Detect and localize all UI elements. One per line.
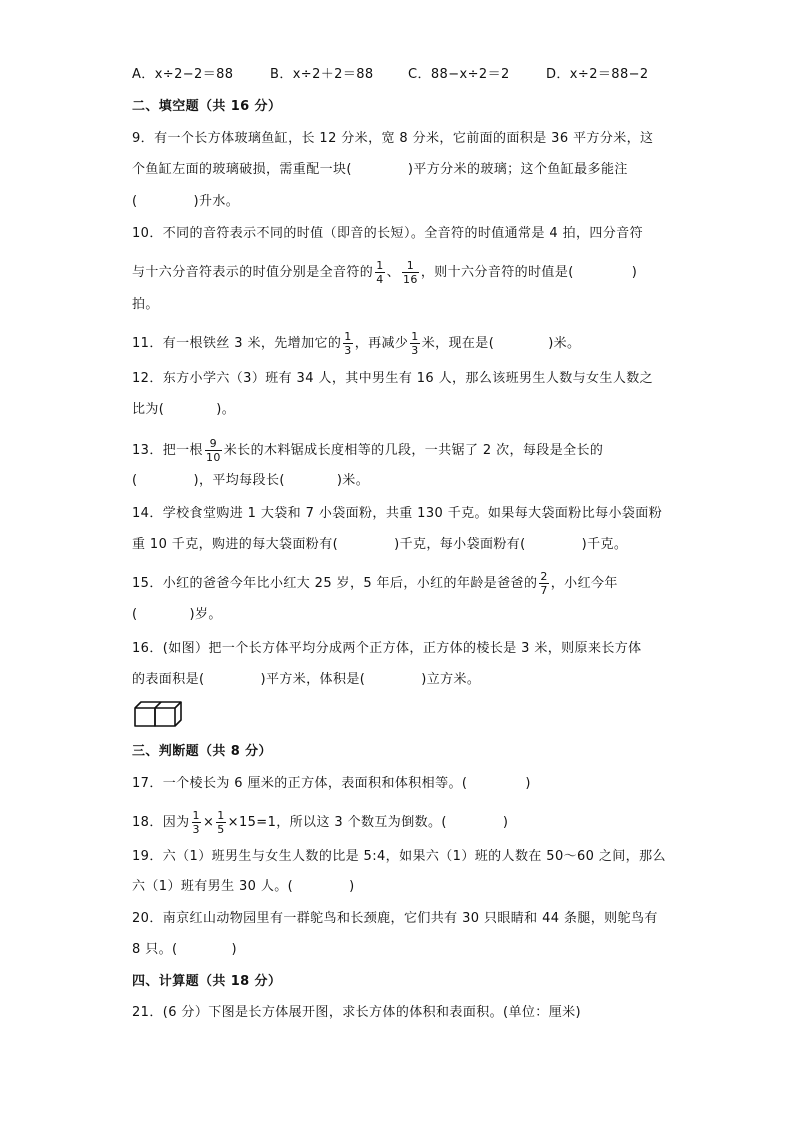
numerator: 1 [376,259,384,272]
section-4-title: 四、计算题（共 18 分） [132,974,282,989]
q20-text: 8 只。( [132,942,178,957]
q17-line [132,775,672,793]
q15-text: )岁。 [189,607,222,622]
q11-text: 米，现在是( [421,336,495,351]
option-c: C．88−x÷2＝2 [408,67,510,82]
section-3-title: 三、判断题（共 8 分） [132,744,272,759]
denominator: 3 [344,344,352,357]
section-2-title: 二、填空题（共 16 分） [132,99,282,114]
numerator: 1 [192,809,200,822]
fraction [216,809,225,836]
q18-text: ) [502,815,509,830]
q13-text: 米长的木料锯成长度相等的几段，一共锯了 2 次，每段是全长的 [223,443,604,458]
q10-text: 与十六分音符表示的时值分别是全音符的 [132,265,374,280]
numerator: 1 [411,330,419,343]
fraction [192,809,201,836]
q21-line: 21．(6 分）下图是长方体展开图，求长方体的体积和表面积。(单位：厘米) [132,1005,581,1020]
denominator: 16 [403,273,418,286]
q16-line2 [132,671,672,689]
denominator: 5 [217,823,225,836]
q13-line2 [132,472,672,490]
q10-line1: 10．不同的音符表示不同的时值（即音的长短）。全音符的时值通常是 4 拍，四分音符 [132,226,643,241]
q9-text: )平方分米的玻璃；这个鱼缸最多能注 [407,162,628,177]
q12-line2 [132,401,672,419]
q11-text: ，再减少 [354,336,409,351]
q9-text: )升水。 [193,194,240,209]
option-a: A．x÷2−2＝88 [132,67,234,82]
separator: 、 [386,265,401,280]
q10-text: ，则十六分音符的时值是( [420,265,574,280]
q19-text: ) [349,879,355,894]
denominator: 7 [540,584,548,597]
q9-text: ( [132,194,138,209]
q20-text: ) [231,942,237,957]
fraction [375,259,384,286]
q10-text: ) [631,265,638,280]
q14-line2 [132,536,672,554]
q12-text: 比为( [132,402,165,417]
cuboid-figure [134,700,182,728]
q14-text: 重 10 千克，购进的每大袋面粉有( [132,537,339,552]
q13-line1 [132,437,672,464]
denominator: 3 [192,823,200,836]
times-sign: × [202,815,215,830]
q18-text: 18．因为 [132,815,190,830]
q10-line2 [132,259,672,286]
q9-line3 [132,193,672,211]
cube-front-right [155,708,175,726]
q16-text: )平方米，体积是( [260,672,366,687]
q15-text: ，小红今年 [550,576,618,591]
fraction [205,437,222,464]
fraction [539,570,548,597]
q19-text: 六（1）班有男生 30 人。( [132,879,294,894]
q16-line1: 16．(如图）把一个长方体平均分成两个正方体，正方体的棱长是 3 米，则原来长方体 [132,641,642,656]
q16-text: )立方米。 [421,672,481,687]
q18-line [132,809,672,836]
q17-text: ) [525,776,531,791]
q19-line2 [132,878,672,896]
q20-line1: 20．南京红山动物园里有一群鸵鸟和长颈鹿，它们共有 30 只眼睛和 44 条腿，则鸵鸟有 [132,911,658,926]
q19-line1: 19．六（1）班男生与女生人数的比是 5:4，如果六（1）班的人数在 50～60 之间，那么 [132,849,666,864]
fraction [410,330,419,357]
fraction [402,259,419,286]
numerator: 2 [540,570,548,583]
cube-front-left [135,708,155,726]
q14-text: )千克。 [581,537,628,552]
q20-line2 [132,941,672,959]
q15-text: 15．小红的爸爸今年比小红大 25 岁，5 年后，小红的年龄是爸爸的 [132,576,538,591]
denominator: 3 [411,344,419,357]
fraction [343,330,352,357]
q15-line1 [132,570,672,597]
q13-text: ( [132,473,138,488]
q18-text: ×15=1，所以这 3 个数互为倒数。( [227,815,447,830]
q13-text: 13．把一根 [132,443,203,458]
q14-line1: 14．学校食堂购进 1 大袋和 7 小袋面粉，共重 130 千克。如果每大袋面粉比每小袋面粉 [132,506,663,521]
option-b: B．x÷2＋2＝88 [270,67,374,82]
q8-options [132,66,672,84]
q13-text: )米。 [336,473,370,488]
denominator: 10 [205,451,221,464]
option-d: D．x÷2＝88−2 [546,67,649,82]
q14-text: )千克，每小袋面粉有( [394,537,526,552]
numerator: 1 [406,259,415,272]
q11-line [132,330,672,357]
q9-line1: 9．有一个长方体玻璃鱼缸，长 12 分米，宽 8 分米，它前面的面积是 36 平方分米，这 [132,131,654,146]
q9-text: 个鱼缸左面的玻璃破损，需重配一块( [132,162,352,177]
numerator: 9 [209,437,218,450]
q16-text: 的表面积是( [132,672,205,687]
q9-line2 [132,161,672,179]
q12-text: )。 [216,402,236,417]
numerator: 1 [344,330,352,343]
cube-divider [155,702,161,708]
q10-line3: 拍。 [132,297,159,312]
q11-text: 11．有一根铁丝 3 米，先增加它的 [132,336,342,351]
q17-text: 17．一个棱长为 6 厘米的正方体，表面积和体积相等。( [132,776,468,791]
denominator: 4 [376,273,384,286]
q15-text: ( [132,607,138,622]
q13-text: )，平均每段长( [193,473,285,488]
q12-line1: 12．东方小学六（3）班有 34 人，其中男生有 16 人，那么该班男生人数与女生人数之 [132,371,654,386]
q15-line2 [132,606,672,624]
numerator: 1 [217,809,225,822]
q11-text: )米。 [548,336,581,351]
